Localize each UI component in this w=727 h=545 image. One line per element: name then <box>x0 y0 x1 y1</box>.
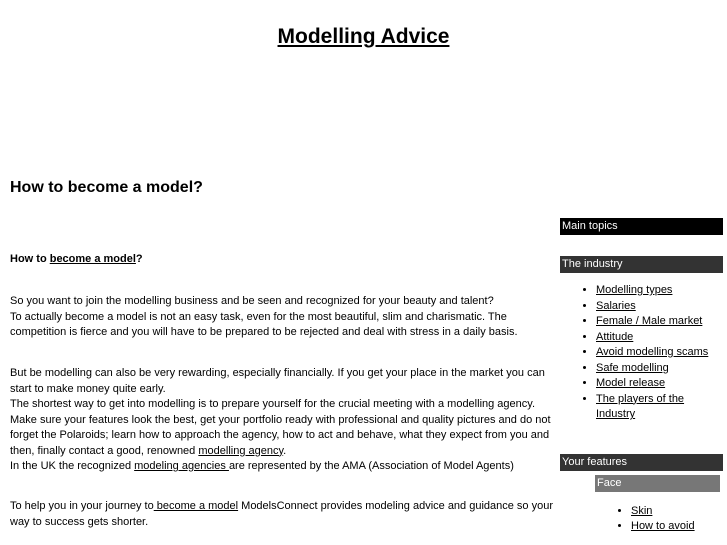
industry-list <box>560 283 723 423</box>
face-list <box>560 504 723 535</box>
journey-paragraph <box>10 499 555 530</box>
attitude-link[interactable]: Attitude <box>596 330 634 343</box>
list-item <box>596 330 723 346</box>
rewarding-line-3 <box>10 459 555 475</box>
site-title-link[interactable]: Modelling Advice <box>277 25 450 48</box>
female-male-market-link[interactable]: Female / Male market <box>596 315 703 327</box>
list-item <box>596 361 723 377</box>
page-heading: How to become a model? <box>10 179 203 196</box>
journey-prefix: To help you in your journey to <box>10 500 154 512</box>
main-topics-header: Main topics <box>560 218 723 235</box>
face-header: Face <box>595 475 720 492</box>
rewarding-line-1: But be modelling can also be very rewarding, especially financially. If you get your place in the market you can start to make money quite early. <box>10 367 545 395</box>
rewarding-line-3-prefix: In the UK the recognized <box>10 460 135 472</box>
salaries-link[interactable]: Salaries <box>596 299 636 312</box>
journey-become-model-link[interactable]: become a model <box>153 500 239 512</box>
list-item <box>631 519 723 535</box>
model-release-link[interactable]: Model release <box>596 377 666 389</box>
list-item <box>596 376 723 392</box>
modelling-types-link[interactable]: Modelling types <box>596 284 673 296</box>
rewarding-paragraph <box>10 366 555 475</box>
modeling-agencies-link[interactable]: modeling agencies <box>134 460 229 472</box>
rewarding-line-2-end: . <box>283 444 287 457</box>
list-item <box>596 345 723 361</box>
subheading-suffix: ? <box>135 253 143 265</box>
subheading <box>10 253 143 265</box>
become-model-link[interactable]: become a model <box>49 253 136 265</box>
how-to-avoid-link[interactable]: How to avoid <box>631 520 695 532</box>
rewarding-line-2-text: The shortest way to get into modelling is to prepare yourself for the crucial meeting with a modelling agency. Make sure your features look the best, get your portfolio ready with professional and quality pictures and do not forget the Polaroids; learn how to approach the agency, how to act and behave, what they expect from you and then, finally contact a good, renowned <box>10 398 551 457</box>
features-header: Your features <box>560 454 723 471</box>
safe-modelling-link[interactable]: Safe modelling <box>596 361 669 374</box>
modelling-agency-link[interactable]: modelling agency <box>198 444 284 457</box>
list-item <box>596 283 723 299</box>
main-content <box>10 176 555 200</box>
sidebar <box>560 218 723 535</box>
rewarding-line-2 <box>10 397 555 459</box>
industry-header: The industry <box>560 256 723 273</box>
list-item <box>631 504 723 520</box>
list-item <box>596 314 723 330</box>
list-item <box>596 392 706 423</box>
list-item <box>596 299 723 315</box>
intro-line-1: So you want to join the modelling business and be seen and recognized for your beauty and talent? <box>10 295 494 307</box>
skin-link[interactable]: Skin <box>631 504 653 517</box>
rewarding-line-3-suffix: are represented by the AMA (Association of Model Agents) <box>228 460 514 472</box>
journey-suffix: ModelsConnect provides modeling advice and guidance so your way to success gets shorter. <box>10 500 554 528</box>
site-title <box>0 25 727 49</box>
avoid-modelling-scams-link[interactable]: Avoid modelling scams <box>596 346 709 358</box>
intro-line-2: To actually become a model is not an easy task, even for the most beautiful, slim and charismatic. The competition is fierce and you will have to be prepared to be rejected and deal with stress in a daily basis. <box>10 310 518 338</box>
intro-paragraph <box>10 294 555 341</box>
subheading-prefix: How to <box>10 253 50 265</box>
players-of-industry-link[interactable]: The players of the Industry <box>596 392 685 420</box>
